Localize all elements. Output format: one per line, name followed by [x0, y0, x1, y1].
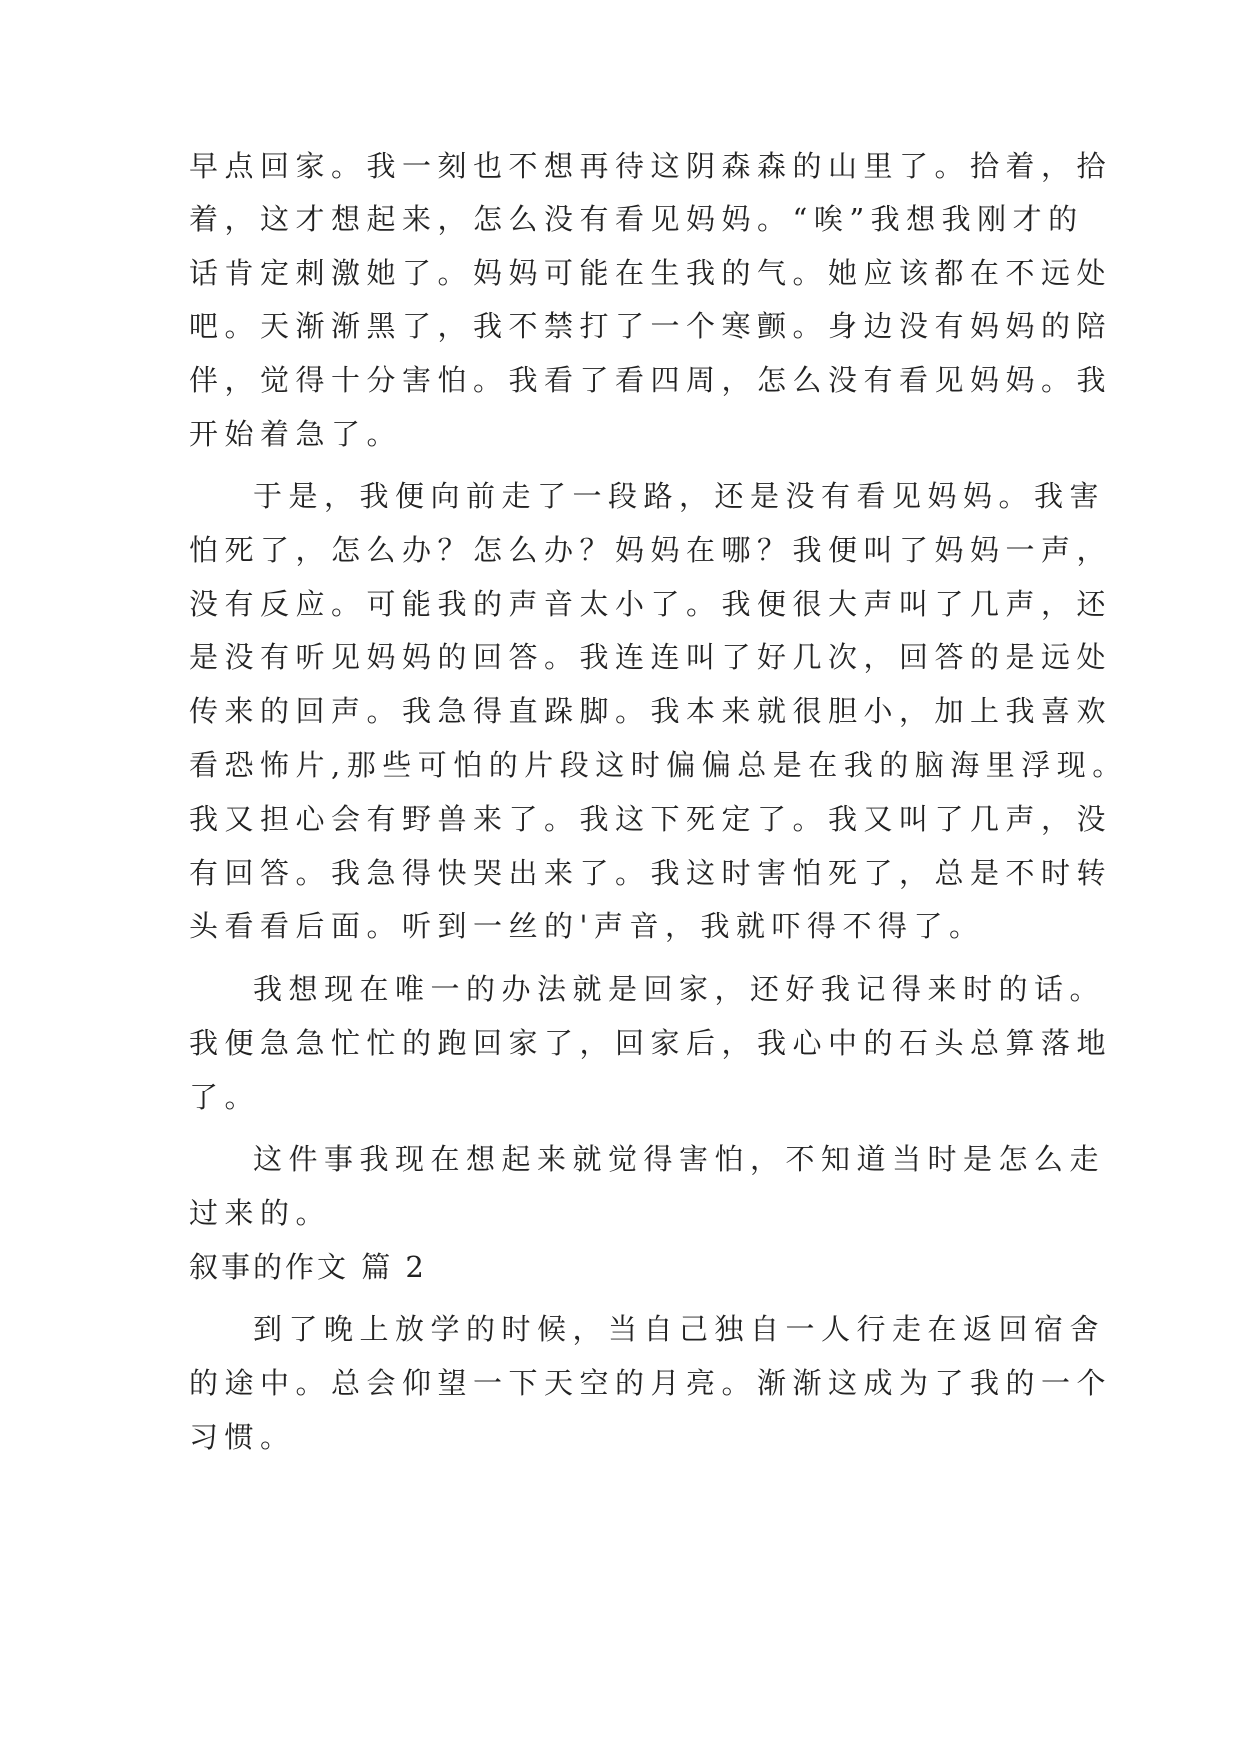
- text-line: 早点回家。我一刻也不想再待这阴森森的山里了。拾着，拾: [189, 149, 1113, 183]
- text-line: 传来的回声。我急得直跺脚。我本来就很胆小，加上我喜欢: [189, 694, 1113, 728]
- section-heading: 叙事的作文 篇 2: [189, 1250, 427, 1284]
- paragraph-start-line: 于是，我便向前走了一段路，还是没有看见妈妈。我害: [253, 479, 1106, 513]
- text-line: 的途中。总会仰望一下天空的月亮。渐渐这成为了我的一个: [189, 1366, 1113, 1400]
- text-line: 我便急急忙忙的跑回家了，回家后，我心中的石头总算落地: [189, 1026, 1113, 1060]
- text-line: 我又担心会有野兽来了。我这下死定了。我又叫了几声，没: [189, 802, 1113, 836]
- text-line: 头看看后面。听到一丝的'声音，我就吓得不得了。: [189, 909, 985, 943]
- text-line: 怕死了，怎么办？怎么办？妈妈在哪？我便叫了妈妈一声，: [189, 533, 1113, 567]
- text-line: 着，这才想起来，怎么没有看见妈妈。“唉”我想我刚才的: [189, 202, 1084, 236]
- text-line: 伴，觉得十分害怕。我看了看四周，怎么没有看见妈妈。我: [189, 363, 1113, 397]
- text-line: 看恐怖片,那些可怕的片段这时偏偏总是在我的脑海里浮现。: [189, 748, 1128, 782]
- paragraph-start-line: 我想现在唯一的办法就是回家，还好我记得来时的话。: [253, 972, 1106, 1006]
- text-line: 习惯。: [189, 1420, 296, 1454]
- text-line: 了。: [189, 1080, 261, 1114]
- text-line: 过来的。: [189, 1196, 332, 1230]
- text-line: 有回答。我急得快哭出来了。我这时害怕死了，总是不时转: [189, 856, 1113, 890]
- text-line: 没有反应。可能我的声音太小了。我便很大声叫了几声，还: [189, 587, 1113, 621]
- text-line: 是没有听见妈妈的回答。我连连叫了好几次，回答的是远处: [189, 640, 1113, 674]
- text-line: 话肯定刺激她了。妈妈可能在生我的气。她应该都在不远处: [189, 256, 1113, 290]
- text-line: 吧。天渐渐黑了，我不禁打了一个寒颤。身边没有妈妈的陪: [189, 309, 1113, 343]
- paragraph-start-line: 这件事我现在想起来就觉得害怕，不知道当时是怎么走: [253, 1142, 1106, 1176]
- text-line: 开始着急了。: [189, 417, 403, 451]
- paragraph-start-line: 到了晚上放学的时候，当自己独自一人行走在返回宿舍: [253, 1312, 1106, 1346]
